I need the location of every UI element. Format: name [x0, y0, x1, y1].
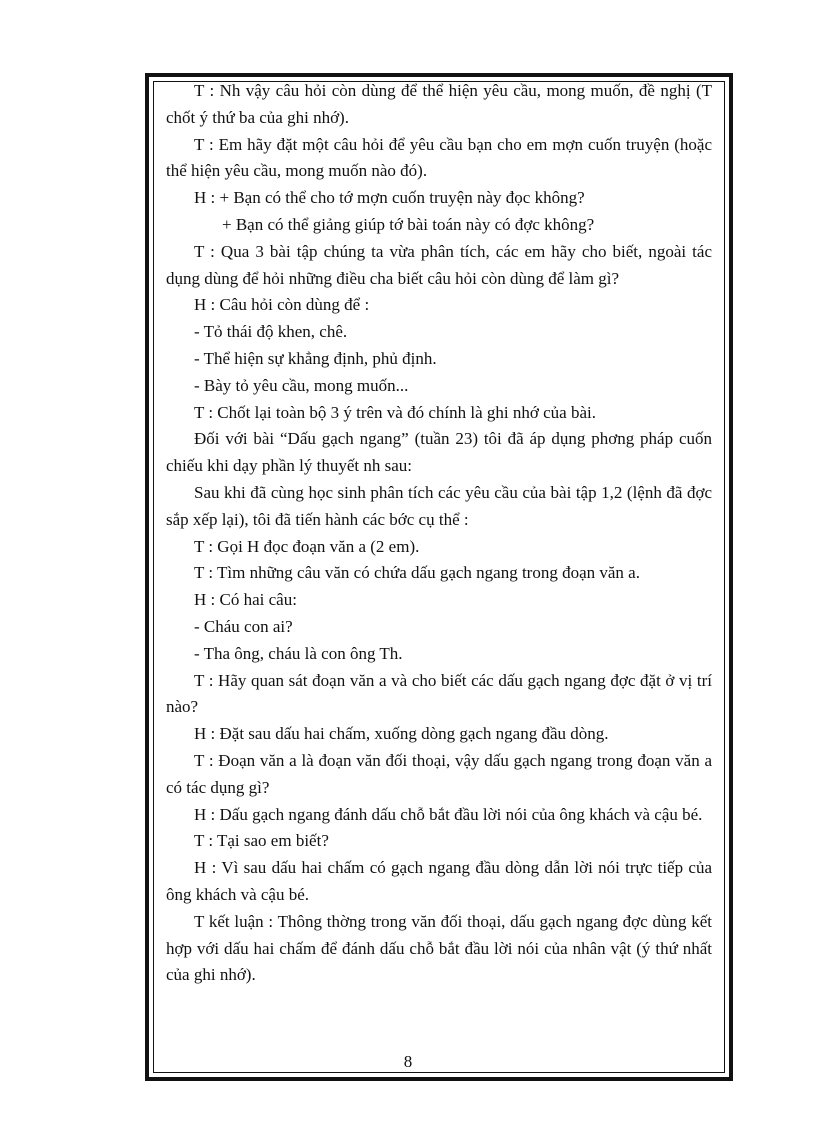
paragraph: T : Chốt lại toàn bộ 3 ý trên và đó chính là ghi nhớ của bài.: [194, 402, 596, 422]
paragraph: T : Gọi H đọc đoạn văn a (2 em).: [194, 536, 420, 556]
document-body: [166, 78, 712, 989]
paragraph: T : Tại sao em biết?: [194, 831, 329, 851]
paragraph: H : Đặt sau dấu hai chấm, xuống dòng gạch ngang đầu dòng.: [194, 724, 609, 744]
paragraph: T : Tìm những câu văn có chứa dấu gạch ngang trong đoạn văn a.: [194, 563, 640, 583]
paragraph: H : Có hai câu:: [194, 590, 297, 610]
page-number: 8: [403, 1052, 413, 1071]
paragraph: - Thể hiện sự khẳng định, phủ định.: [194, 348, 437, 368]
paragraph: - Cháu con ai?: [194, 616, 293, 636]
paragraph: T : Em hãy đặt một câu hỏi để yêu cầu bạn cho em mợn cuốn truyện (hoặc thể hiện yêu cầu, mong muốn nào đó).: [166, 134, 712, 181]
paragraph: H : + Bạn có thể cho tớ mợn cuốn truyện này đọc không?: [194, 188, 585, 208]
paragraph: H : Vì sau dấu hai chấm có gạch ngang đầu dòng dẫn lời nói trực tiếp của ông khách và cậu bé.: [166, 858, 712, 904]
paragraph: T : Nh vậy câu hỏi còn dùng để thể hiện yêu cầu, mong muốn, đề nghị (T chốt ý thứ ba của ghi nhớ).: [166, 81, 712, 127]
paragraph: + Bạn có thể giảng giúp tớ bài toán này có đợc không?: [222, 214, 595, 234]
paragraph: H : Dấu gạch ngang đánh dấu chỗ bắt đầu lời nói của ông khách và cậu bé.: [194, 804, 703, 824]
paragraph: H : Câu hỏi còn dùng để :: [194, 295, 370, 315]
paragraph: T kết luận : Thông thờng trong văn đối thoại, dấu gạch ngang đợc dùng kết hợp với dấu hai chấm để đánh dấu chỗ bắt đầu lời nói của nhân vật (ý thứ nhất của ghi nhớ).: [166, 911, 712, 985]
paragraph: Đối với bài “Dấu gạch ngang” (tuần 23) tôi đã áp dụng phơng pháp cuốn chiếu khi dạy phần lý thuyết nh sau:: [166, 429, 712, 476]
paragraph: Sau khi đã cùng học sinh phân tích các yêu cầu của bài tập 1,2 (lệnh đã đợc sắp xếp lại), tôi đã tiến hành các bớc cụ thể :: [166, 482, 712, 529]
paragraph: T : Đoạn văn a là đoạn văn đối thoại, vậy dấu gạch ngang trong đoạn văn a có tác dụng gì?: [166, 750, 712, 797]
paragraph: T : Qua 3 bài tập chúng ta vừa phân tích, các em hãy cho biết, ngoài tác dụng dùng để hỏi những điều cha biết câu hỏi còn dùng để làm gì?: [166, 241, 712, 288]
paragraph: - Tỏ thái độ khen, chê.: [194, 322, 348, 342]
paragraph: T : Hãy quan sát đoạn văn a và cho biết các dấu gạch ngang đợc đặt ở vị trí nào?: [166, 670, 712, 717]
paragraph: - Bày tỏ yêu cầu, mong muốn...: [194, 375, 409, 395]
paragraph: - Tha ông, cháu là con ông Th.: [194, 643, 403, 663]
